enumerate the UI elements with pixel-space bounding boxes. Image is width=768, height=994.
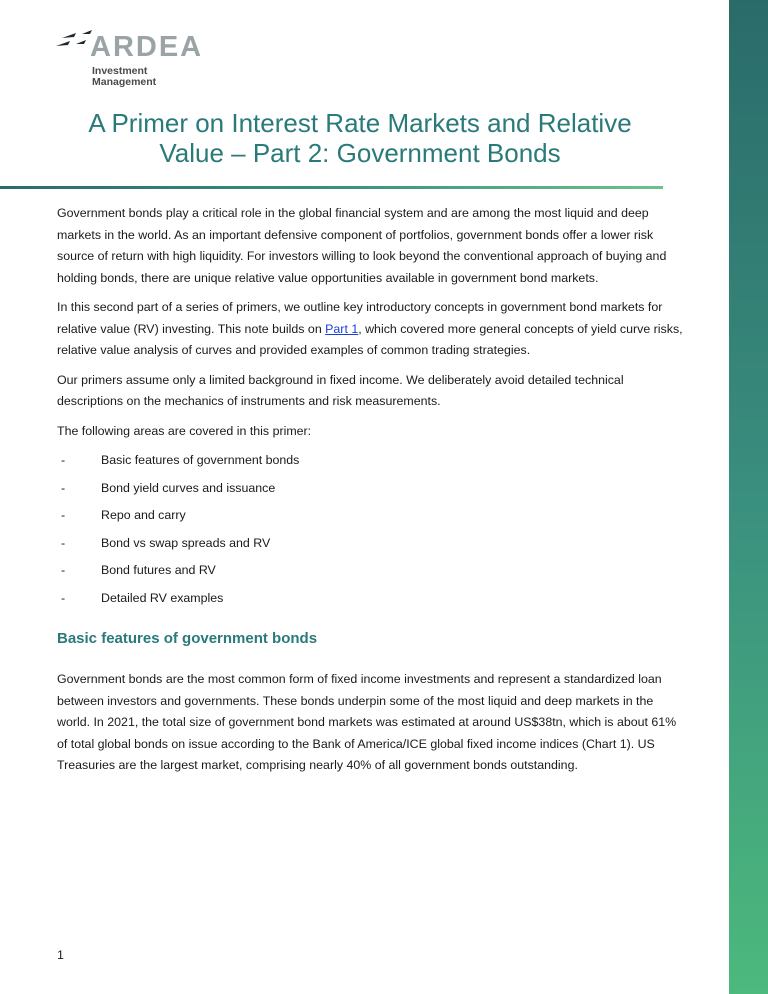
bullet-dash: - [61, 480, 66, 495]
section-paragraph-1: Government bonds are the most common form of fixed income investments and represent a standardized loan between investors and governments. These bonds underpin some of the most liquid and deep markets in the world. In 2021, the total size of government bond markets was estimated at around US$38tn, which is about 61% of total global bonds on issue according to the Bank of America/ICE global fixed income indices (Chart 1). US Treasuries are the largest market, comprising nearly 40% of all government bonds outstanding. [57, 672, 677, 772]
topic-item [57, 505, 687, 533]
logo-tagline-line1: Investment [92, 65, 148, 77]
topic-item-text: Bond yield curves and issuance [101, 480, 276, 495]
logo-tagline [92, 66, 156, 88]
topic-item-text: Detailed RV examples [101, 590, 224, 605]
bullet-dash: - [61, 535, 66, 550]
page-number: 1 [57, 948, 64, 962]
logo-tagline-line2: Management [92, 76, 157, 88]
topic-item-text: Basic features of government bonds [101, 453, 300, 467]
topics-list [57, 450, 687, 615]
part-1-link[interactable]: Part 1 [325, 321, 359, 336]
intro-paragraph-4: The following areas are covered in this primer: [57, 423, 312, 438]
topic-item [57, 533, 687, 561]
intro-paragraph-3: Our primers assume only a limited background in fixed income. We deliberately avoid detailed technical descriptions on the mechanics of instruments and risk measurements. [57, 372, 624, 408]
topic-item-text: Repo and carry [101, 508, 186, 522]
title-divider [0, 186, 663, 189]
document-title: A Primer on Interest Rate Markets and Relative Value – Part 2: Government Bonds [88, 108, 632, 168]
topic-item [57, 450, 687, 478]
topic-item [57, 560, 687, 588]
bullet-dash: - [61, 590, 66, 605]
topic-item [57, 588, 687, 616]
topic-item [57, 478, 687, 506]
topic-item-text: Bond vs swap spreads and RV [101, 535, 271, 550]
ardea-logo [52, 26, 252, 90]
bullet-dash: - [61, 508, 66, 522]
intro-paragraph-2-text-after: , which covered more general concepts of yield curve risks, relative value analysis of curves and provided examples of common trading strategies. [57, 321, 683, 357]
intro-paragraph-1: Government bonds play a critical role in the global financial system and are among the most liquid and deep markets in the world. As an important defensive component of portfolios, government bonds offer a lower risk source of return with high liquidity. For investors willing to look beyond the conventional approach of buying and holding bonds, there are unique relative value opportunities available in government bond markets. [57, 206, 667, 285]
bullet-dash: - [61, 453, 66, 467]
bullet-dash: - [61, 563, 66, 577]
intro-paragraph-2-text-before: In this second part of a series of primers, we outline key introductory concepts in government bond markets for relative value (RV) investing. This note builds on [57, 300, 663, 336]
logo-wordmark: ARDEA [90, 31, 204, 63]
topic-item-text: Bond futures and RV [101, 563, 216, 577]
side-accent-bar [729, 0, 768, 994]
section-heading: Basic features of government bonds [57, 630, 318, 647]
intro-paragraph-2 [57, 297, 687, 362]
document-body [57, 203, 687, 785]
